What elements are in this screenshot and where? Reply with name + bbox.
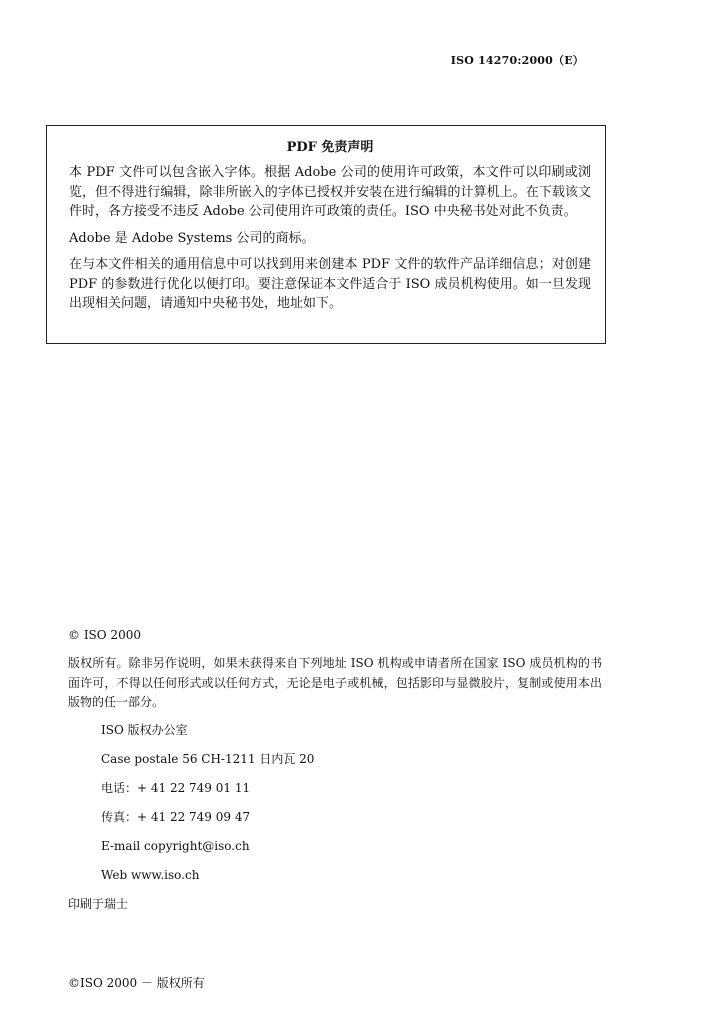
printed-in-statement: 印刷于瑞士	[68, 896, 129, 911]
iso-copyright-office-address	[68, 722, 602, 883]
copyright-section	[68, 627, 602, 912]
rights-statement: 版权所有。除非另作说明，如果未获得来自下列地址 ISO 机构或申请者所在国家 ISO 成员机构的书面许可，不得以任何形式或以任何方式，无论是电子或机械，包括影印与显微胶片，复制或使用本出版物的任一部分。	[68, 656, 602, 709]
address-fax: 传真：+ 41 22 749 09 47	[101, 809, 251, 824]
copyright-notice: © ISO 2000	[68, 628, 141, 642]
disclaimer-title: PDF 免责声明	[286, 140, 374, 155]
page-footer: ©ISO 2000 － 版权所有	[68, 976, 205, 990]
address-email: E-mail copyright@iso.ch	[101, 838, 250, 853]
disclaimer-paragraph-trademark: Adobe 是 Adobe Systems 公司的商标。	[69, 230, 315, 246]
address-web: Web www.iso.ch	[101, 867, 200, 882]
disclaimer-paragraph-software: 在与本文件相关的通用信息中可以找到用来创建本 PDF 文件的软件产品详细信息；对创建 PDF 的参数进行优化以便打印。要注意保证本文件适合于 ISO 成员机构使用。如一旦发现出现相关问题，请通知中央秘书处，地址如下。	[69, 257, 591, 311]
address-postal: Case postale 56 CH-1211 日内瓦 20	[101, 751, 315, 766]
standard-code-header: ISO 14270:2000（E）	[450, 54, 584, 67]
address-office: ISO 版权办公室	[101, 722, 188, 737]
disclaimer-paragraph-fonts: 本 PDF 文件可以包含嵌入字体。根据 Adobe 公司的使用许可政策，本文件可以印刷或浏览，但不得进行编辑，除非所嵌入的字体已授权并安装在进行编辑的计算机上。在下载该文件时，各方接受不违反 Adobe 公司使用许可政策的责任。ISO 中央秘书处对此不负责。	[69, 165, 591, 219]
pdf-disclaimer-box	[46, 125, 606, 344]
address-phone: 电话：+ 41 22 749 01 11	[101, 780, 251, 795]
